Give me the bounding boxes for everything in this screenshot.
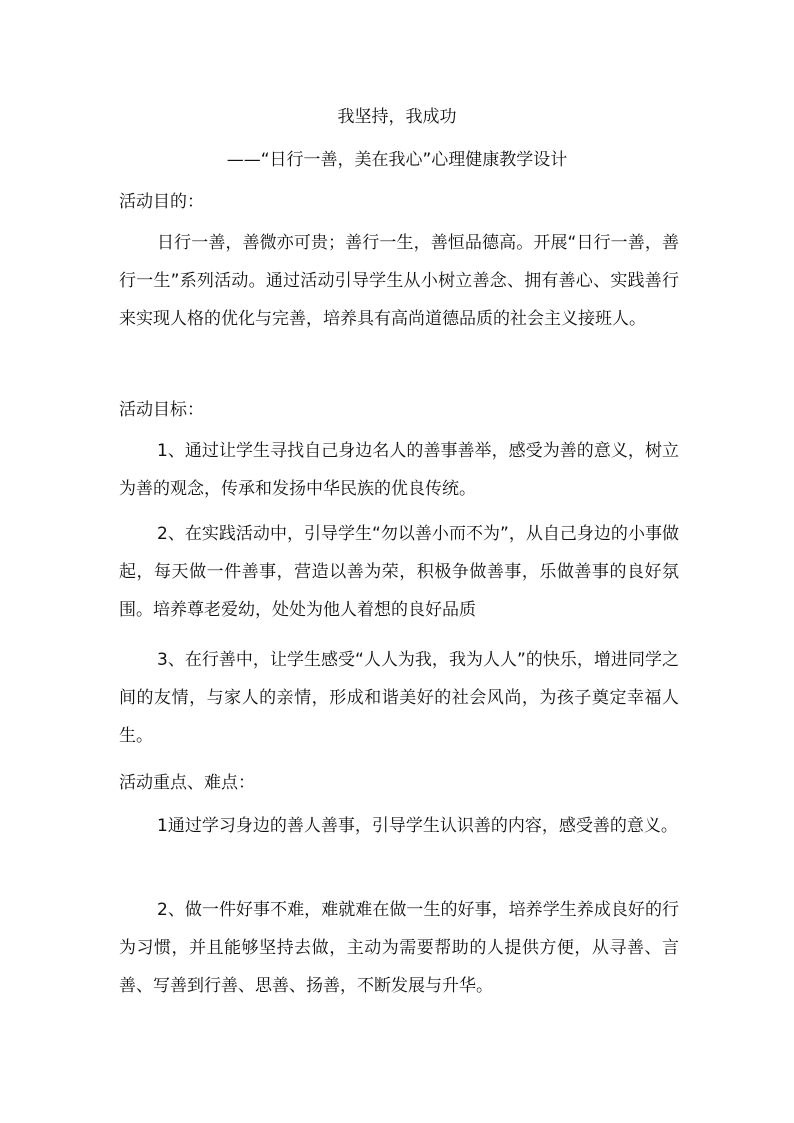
paragraph-purpose: 日行一善，善微亦可贵；善行一生，善恒品德高。开展“日行一善，善行一生”系列活动。通过活动引导学生从小树立善念、拥有善心、实践善行来实现人格的优化与完善，培养具有高尚道德品质的社会主义接班人。	[119, 233, 679, 329]
paragraph-key-point-1: 1通过学习身边的善人善事，引导学生认识善的内容，感受善的意义。	[157, 816, 678, 836]
document-title: 我坚持，我成功	[337, 107, 457, 127]
paragraph-goal-3: 3、在行善中，让学生感受“人人为我，我为人人”的快乐，增进同学之间的友情，与家人的亲情，形成和谐美好的社会风尚，为孩子奠定幸福人生。	[119, 650, 679, 746]
paragraph-goal-2: 2、在实践活动中，引导学生“勿以善小而不为”，从自己身边的小事做起，每天做一件善事，营造以善为荣，积极争做善事，乐做善事的良好氛围。培养尊老爱幼，处处为他人着想的良好品质	[119, 524, 679, 620]
paragraph-key-point-2: 2、做一件好事不难，难就难在做一生的好事，培养学生养成良好的行为习惯，并且能够坚持去做，主动为需要帮助的人提供方便，从寻善、言善、写善到行善、思善、扬善，不断发展与升华。	[119, 900, 679, 996]
section-heading-goals: 活动目标：	[119, 400, 204, 420]
paragraph-goal-1: 1、通过让学生寻找自己身边名人的善事善举，感受为善的意义，树立为善的观念，传承和发扬中华民族的优良传统。	[119, 441, 679, 499]
section-heading-key-points: 活动重点、难点：	[119, 773, 255, 793]
section-heading-purpose: 活动目的：	[119, 192, 204, 212]
document-subtitle: ——“日行一善，美在我心”心理健康教学设计	[226, 150, 568, 170]
